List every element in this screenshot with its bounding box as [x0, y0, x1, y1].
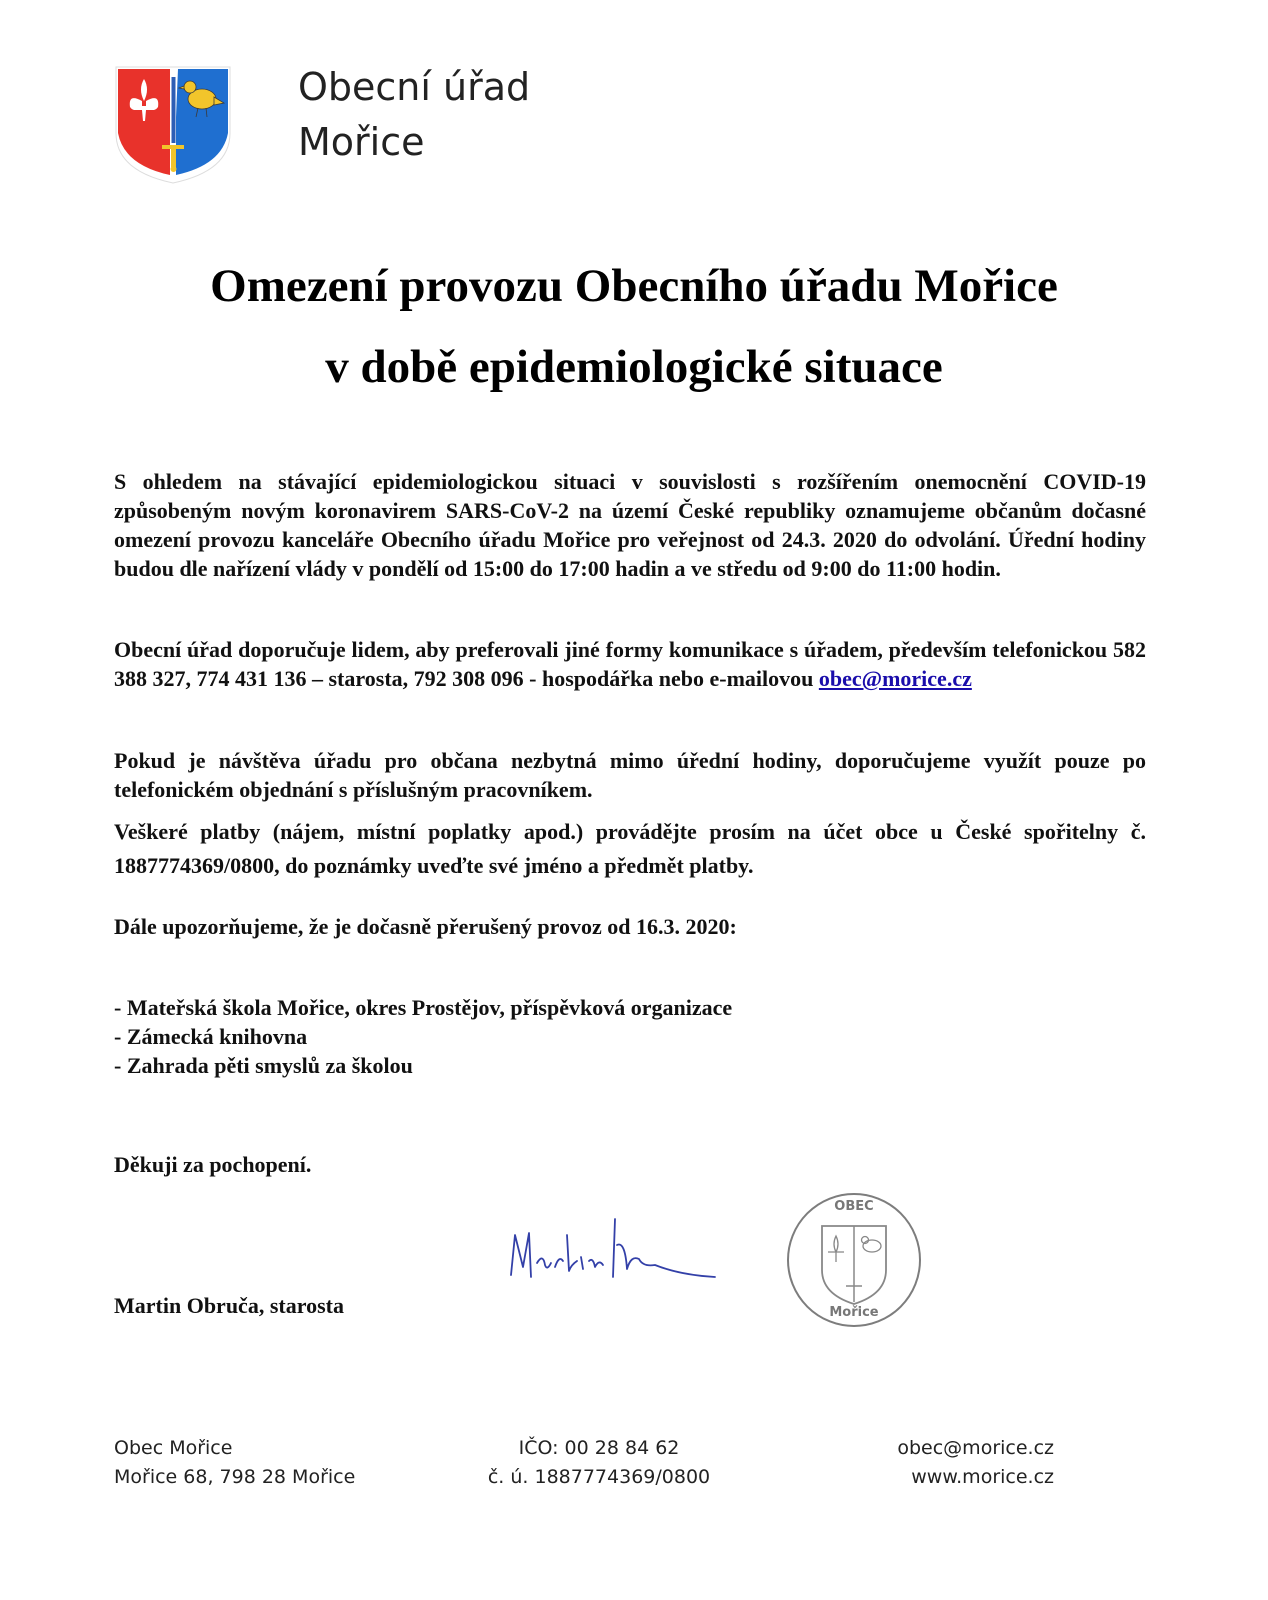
footer-website[interactable]: www.morice.cz	[911, 1466, 1054, 1488]
list-item: - Mateřská škola Mořice, okres Prostějov, příspěvková organizace	[114, 995, 733, 1020]
paragraph-restriction: S ohledem na stávající epidemiologickou situaci v souvislosti s rozšířením onemocnění COVID-19 způsobeným novým koronavirem SARS-CoV-2 na území České republiky oznamujeme občanům dočasné omezení provozu kanceláře Obecního úřadu Mořice pro veřejnost od 24.3. 2020 do odvolání. Úřední hodiny budou dle nařízení vlády v pondělí od 15:00 do 17:00 hadin a ve středu od 9:00 do 11:00 hodin.	[114, 469, 1146, 581]
page-title-line2: v době epidemiologické situace	[325, 341, 943, 393]
paragraph-payments: Veškeré platby (nájem, místní poplatky apod.) provádějte prosím na účet obce u České spořitelny č. 1887774369/0800, do poznámky uveďte své jméno a předmět platby.	[114, 819, 1146, 878]
footer-center-line1: IČO: 00 28 84 62	[518, 1437, 680, 1459]
signer-name: Martin Obruča, starosta	[114, 1293, 344, 1318]
footer-address	[114, 1434, 355, 1492]
paragraph-closures: Dále upozorňujeme, že je dočasně přerušený provoz od 16.3. 2020:	[114, 914, 737, 939]
footer-center-line2: č. ú. 1887774369/0800	[487, 1466, 711, 1488]
email-link[interactable]: obec@morice.cz	[818, 666, 972, 691]
paragraph-visit: Pokud je návštěva úřadu pro občana nezbytná mimo úřední hodiny, doporučujeme využít pouze po telefonickém objednání s příslušným pracovníkem.	[114, 748, 1146, 802]
paragraph-contact-text: Obecní úřad doporučuje lidem, aby preferovali jiné formy komunikace s úřadem, především telefonickou 582 388 327, 774 431 136 – starosta, 792 308 096 - hospodářka nebo e-mailovou	[114, 637, 1146, 691]
list-item: - Zámecká knihovna	[114, 1024, 308, 1049]
footer-contact	[820, 1434, 1054, 1492]
footer-ids	[474, 1434, 724, 1492]
official-stamp-icon	[784, 1190, 924, 1330]
office-name-line1: Obecní úřad	[298, 65, 531, 109]
stamp-bottom-text: Mořice	[829, 1305, 879, 1320]
letterhead	[114, 58, 714, 188]
coat-of-arms-icon	[114, 63, 232, 185]
footer-email[interactable]: obec@morice.cz	[897, 1437, 1054, 1459]
office-name-line2: Mořice	[298, 120, 425, 164]
list-item: - Zahrada pěti smyslů za školou	[114, 1053, 413, 1078]
signature-image	[505, 1205, 725, 1295]
closure-list	[114, 993, 732, 1080]
paragraph-contact	[114, 635, 1146, 693]
stamp-top-text: OBEC	[834, 1199, 874, 1214]
page-title-line1: Omezení provozu Obecního úřadu Mořice	[210, 260, 1058, 312]
footer-left-line1: Obec Mořice	[114, 1437, 233, 1459]
closing-thanks: Děkuji za pochopení.	[114, 1152, 312, 1177]
footer-left-line2: Mořice 68, 798 28 Mořice	[114, 1466, 356, 1488]
office-name	[298, 60, 530, 170]
